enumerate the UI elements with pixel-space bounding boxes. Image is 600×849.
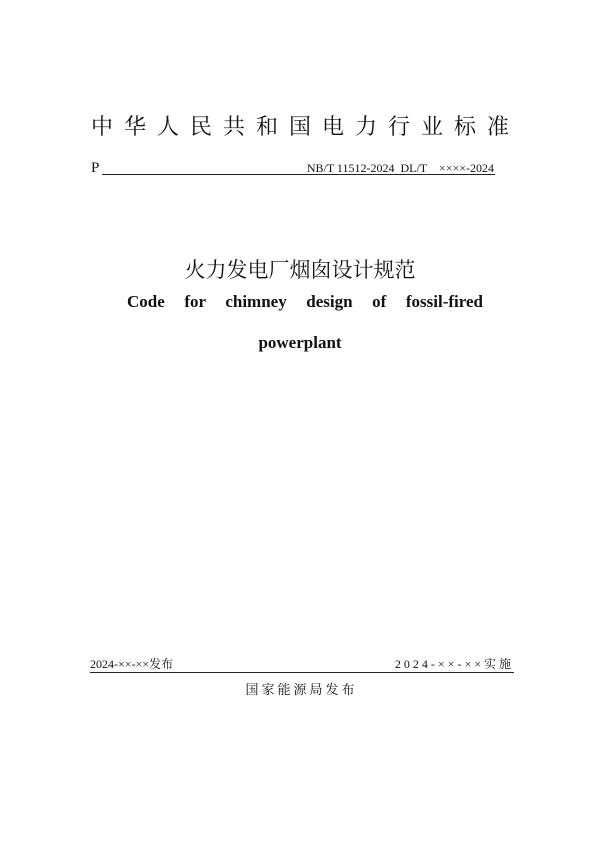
issuing-authority: 国家能源局发布 (245, 682, 358, 697)
publish-date: 2024-××-××发布 (90, 657, 174, 671)
effective-date: 2024-××-××实施 (394, 657, 514, 671)
document-title-chinese: 火力发电厂烟囱设计规范 (184, 258, 416, 282)
standard-number: NB/T 11512-2024 DL/T ××××-2024 (306, 161, 494, 175)
classification-prefix: P (91, 160, 100, 176)
document-title-english-line-2: powerplant (258, 333, 342, 352)
footer-rule (90, 672, 514, 673)
standard-category-title: 中华人民共和国电力行业标准 (90, 114, 520, 139)
document-title-english-line-1: Code for chimney design of fossil-fired (127, 292, 483, 311)
